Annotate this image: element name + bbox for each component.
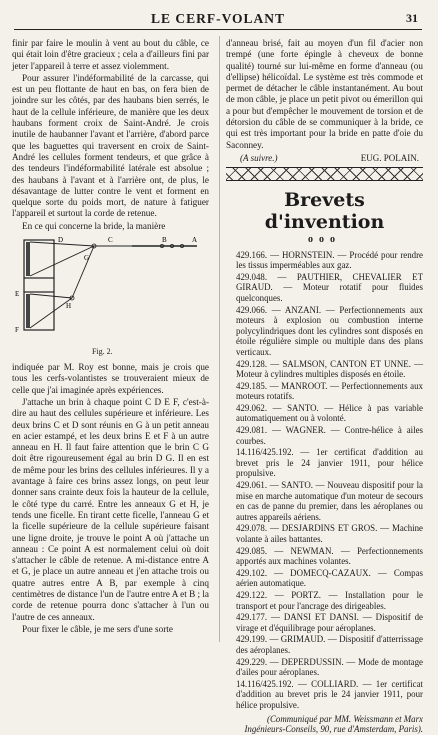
- article-paragraph: Pour assurer l'indéformabilité de la carcasse, qui est un peu flottante de haut en bas, on fera bien de joindre sur les côtés, par des haubans bien serrés, le haut de la cellule inférieure, de manière que les deux haubans forment croix de Saint-André. Je crois inutile de haubanner l'avant et l'arrière, d'abord parce que les baguettes qui traversent en croix de Saint-André les cellules forment tendeurs, et que grâce à des tendeurs l'indéformabilité latérale est absolue ; des haubans à l'avant et à l'arrière ont, de plus, le désavantage de lutter contre le vent et forment en quelque sorte du poids mort, de nature à fatiguer l'appareil et surtout la corde de retenue.: [12, 72, 209, 219]
- left-column: [12, 38, 209, 642]
- article-paragraph: d'anneau brisé, fait au moyen d'un fil d'acier non trempé (une forte épingle à cheveux de bonne qualité) tourné sur lui-même en forme d'anneau (ou d'ellipse) hélicoïdal. Le système est très commode et permet de détacher le câble instantanément. Au bout de mon câble, je place un petit pivot ou émerillon qui a pour but d'empêcher le mouvement de torsion et de détorsion du câble de se communiquer à la bride, ce qui est très important pour la bride en patte d'oie du Saconney.: [226, 38, 423, 150]
- credit-line: (Communiqué par MM. Weissmann et Marx Ingénieurs-Conseils, 90, rue d'Amsterdam, Paris).: [244, 713, 423, 735]
- label-H: H: [66, 302, 72, 311]
- label-D: D: [58, 236, 64, 245]
- ornamental-band: [226, 167, 423, 181]
- patent-list: [226, 250, 423, 711]
- article-paragraph: indiquée par M. Roy est bonne, mais je crois que tous les cerfs-volantistes se trouveraient mieux de celle que j'ai imaginée après expériences.: [12, 362, 209, 395]
- patent-entry: 429.081. — WAGNER. — Contre-hélice à ailes courbes.: [236, 425, 423, 446]
- patent-entry: 429.078. — DESJARDINS ET GROS. — Machine volante à ailes battantes.: [236, 523, 423, 544]
- patent-entry: 429.061. — SANTO. — Nouveau dispositif pour la mise en marche automatique d'un moteur de secours en cas de panne du premier, dans les aéroplanes ou autres appareils aériens.: [236, 480, 423, 522]
- label-A: A: [192, 236, 198, 245]
- patent-entry: 429.062. — SANTO. — Hélice à pas variable automatiquement ou à volonté.: [236, 402, 423, 424]
- article-paragraph: J'attache un brin à chaque point C D E F, c'est-à-dire au haut des cellules supérieure et inférieure. Les deux brins C et D sont réunis en G à un petit anneau en acier estampé, et les deux brins E et F à un autre anneau en H. Il faut faire attention que le brin C G doit être rigoureusement égal au brin D G. Il en est de même pour les brins des cellules inférieures. Il y a avantage à faire ces brins assez longs, on peut leur donner sans crainte deux fois la hauteur de la cellule, le côté type du carré. Entre les anneaux G et H, je tends une ficelle. En tirant cette ficelle, l'anneau G et la ficelle supérieure de la cellule supérieure faisant une ligne droite, je trouve le point A où j'attache un anneau : Ce point A est normalement celui où doit s'attacher le câble de retenue. A mi-distance entre A et G, je place un autre anneau et j'en attache trois ou quatre autres entre A B, par exemple à cinq centimètres de distance l'un de l'autre entre A et B ; la corde de retenue pourra donc s'attacher à l'un ou l'autre de ces anneaux.: [12, 396, 209, 622]
- page-header: [14, 7, 422, 30]
- continued-note: (A suivre.): [240, 152, 278, 163]
- patent-entry: 429.066. — ANZANI. — Perfectionnements aux moteurs à explosion ou combustion interne polycylindriques dont les cylindres sont disposés en étoile régulière simple ou multiple dans des plans verticaux.: [236, 304, 423, 357]
- kite-bridle-figure: [12, 236, 209, 358]
- patent-entry: 429.048. — PAUTHIER, CHEVALIER ET GIRAUD. — Moteur rotatif pour fluides quelconques.: [236, 271, 423, 303]
- patent-entry: 429.102. — DOMECQ-CAZAUX. — Compas aérien automatique.: [236, 567, 423, 589]
- patent-entry: 429.122. — PORTZ. — Installation pour le transport et pour l'ancrage des dirigeables.: [236, 589, 423, 611]
- patent-entry: 429.166. — HORNSTEIN. — Procédé pour rendre les tissus imperméables aux gaz.: [236, 249, 423, 271]
- patent-entry: 429.229. — DEPERDUSSIN. — Mode de montage d'ailes pour aéroplanes.: [236, 656, 423, 678]
- article-signature: [226, 153, 423, 164]
- author-name: EUG. POLAIN.: [360, 152, 419, 163]
- article-paragraph: finir par faire le moulin à vent au bout du câble, ce qui était loin d'être gracieux ; cela a d'ailleurs fini par jeter l'appareil à terre et assez violemment.: [12, 38, 209, 71]
- patent-entry: 429.185. — MANROOT. — Perfectionnements aux moteurs rotatifs.: [236, 380, 423, 402]
- label-B: B: [162, 236, 167, 245]
- section-title: Brevets d'invention: [264, 189, 385, 234]
- figure-caption: Fig. 2.: [92, 347, 113, 357]
- patent-entry: 14.116/425.192. — COLLIARD. — 1er certificat d'addition au brevet pris le 24 janvier 1911, pour hélice propulsive.: [236, 678, 423, 710]
- patent-entry: 14.116/425.192. — 1er certificat d'addition au brevet pris le 24 janvier 1911, pour hélice propulsive.: [236, 447, 423, 479]
- right-column: [226, 38, 423, 735]
- patent-entry: 429.128. — SALMSON, CANTON ET UNNE. — Moteur à cylindres multiples disposés en étoile.: [236, 358, 423, 380]
- patent-entry: 429.177. — DANSI ET DANSI. — Dispositif de virage et d'équilibrage pour aéroplanes.: [236, 612, 423, 633]
- article-paragraph: Pour fixer le câble, je me sers d'une sorte: [22, 623, 173, 634]
- label-C: C: [108, 236, 113, 245]
- label-F: F: [15, 326, 19, 335]
- section-ornament: ooo: [308, 234, 341, 246]
- label-G: G: [84, 254, 90, 263]
- patent-entry: 429.199. — GRIMAUD. — Dispositif d'atterrissage des aéroplanes.: [236, 634, 423, 655]
- column-divider: [219, 36, 220, 642]
- patent-entry: 429.085. — NEWMAN. — Perfectionnements apportés aux machines volantes.: [236, 545, 423, 567]
- running-title: LE CERF-VOLANT: [150, 11, 286, 26]
- bridle-diagram: [12, 236, 209, 346]
- page-number: 31: [406, 11, 418, 25]
- article-paragraph: En ce qui concerne la bride, la manière: [22, 220, 166, 231]
- label-E: E: [15, 290, 20, 299]
